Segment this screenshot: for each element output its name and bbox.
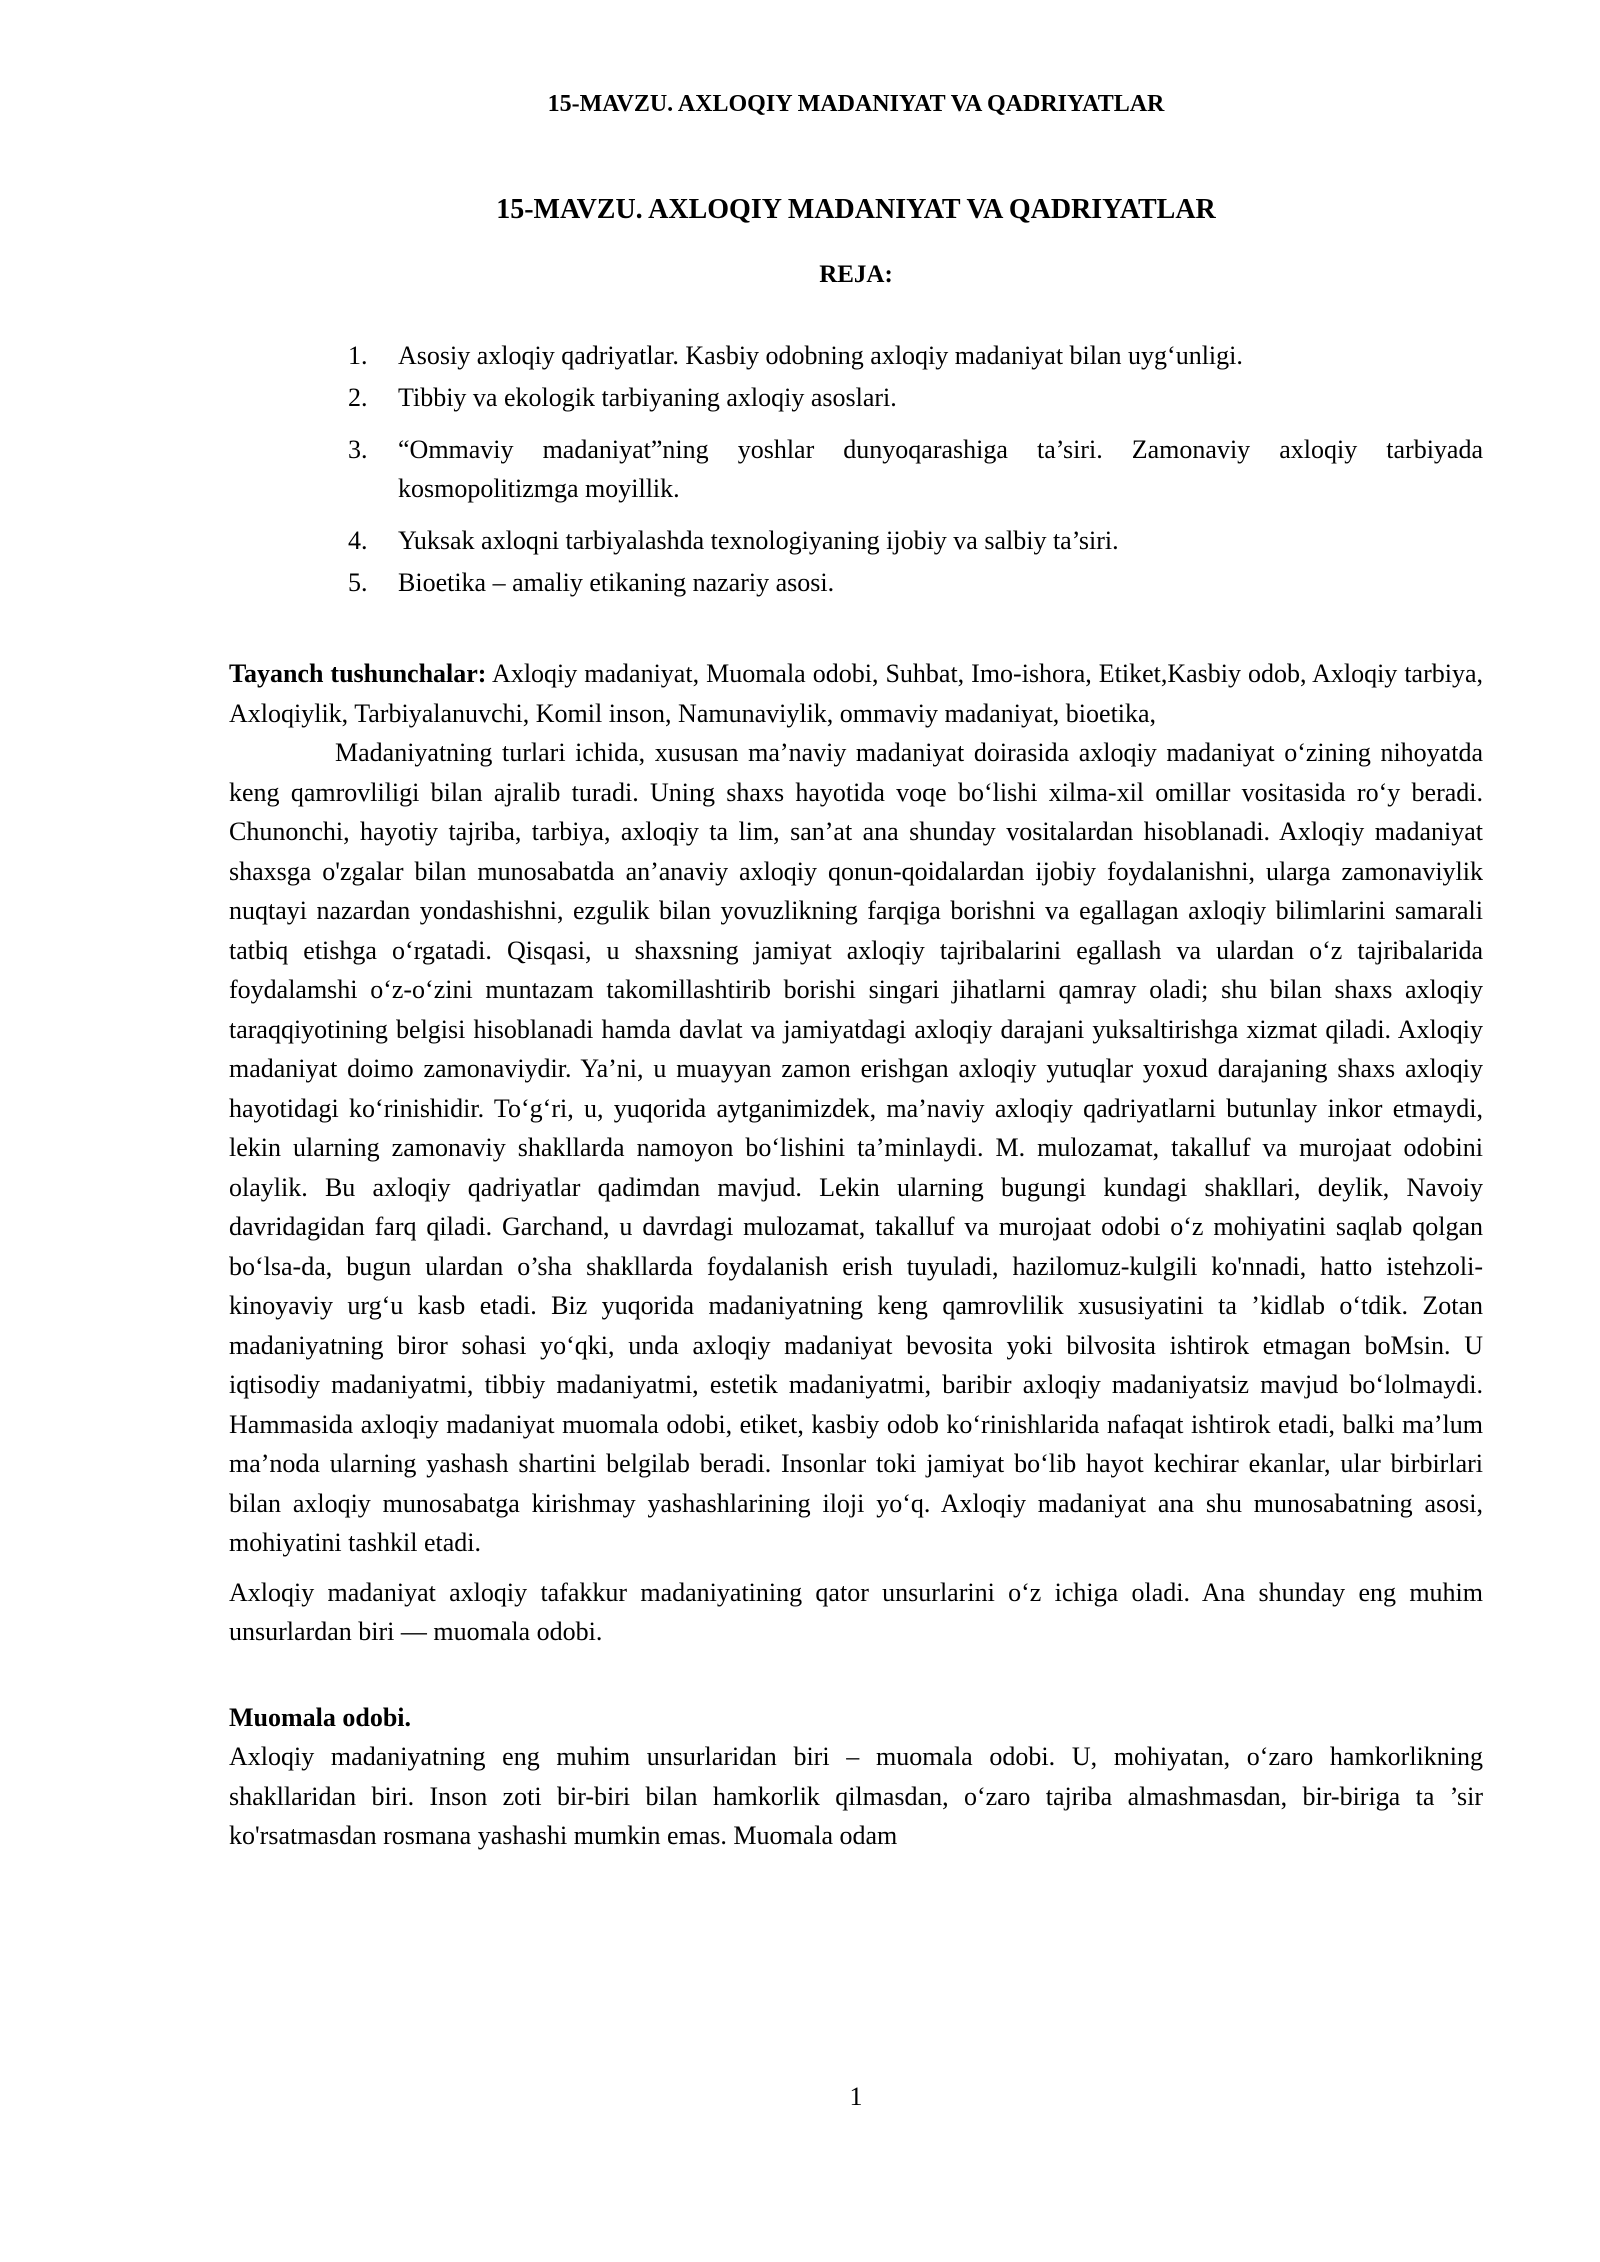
plan-item-5 — [229, 563, 1483, 602]
page-number: 1 — [849, 2082, 863, 2111]
section-heading-muomala-odobi: Muomala odobi. — [229, 1702, 412, 1732]
key-concepts-paragraph — [229, 654, 1483, 733]
plan-item-number: 1. — [348, 341, 368, 370]
plan-list — [229, 336, 1483, 602]
plan-item-3 — [229, 430, 1483, 508]
plan-item-4 — [229, 521, 1483, 560]
plan-item-number: 2. — [348, 383, 368, 412]
section-paragraph: Axloqiy madaniyatning eng muhim unsurlaridan biri – muomala odobi. U, mohiyatan, o‘zaro hamkorlikning shakllaridan biri. Inson zoti bir-biri bilan hamkorlik qilmasdan, o‘zaro tajriba almashmasdan, bir-biriga ta ’sir ko'rsatmasdan rosmana yashashi mumkin emas. Muomala odam — [229, 1742, 1483, 1850]
plan-item-text: Asosiy axloqiy qadriyatlar. Kasbiy odobning axloqiy madaniyat bilan uyg‘unligi. — [398, 341, 1243, 370]
plan-item-1 — [229, 336, 1483, 375]
plan-item-text: Tibbiy va ekologik tarbiyaning axloqiy asoslari. — [398, 383, 897, 412]
plan-item-number: 3. — [348, 435, 368, 464]
page-content — [229, 0, 1483, 1856]
running-header: 15-MAVZU. AXLOQIY MADANIYAT VA QADRIYATLAR — [547, 91, 1165, 117]
plan-item-text: “Ommaviy madaniyat”ning yoshlar dunyoqarashiga ta’siri. Zamonaviy axloqiy tarbiyada kosmopolitizmga moyillik. — [398, 435, 1483, 503]
main-paragraph: Madaniyatning turlari ichida, xususan ma’naviy madaniyat doirasida axloqiy madaniyat o‘zining nihoyatda keng qamrovliligi bilan ajralib turadi. Uning shaxs hayotida voqe bo‘lishi xilma-xil omillar vositasida ro‘y beradi. Chunonchi, hayotiy tajriba, tarbiya, axloqiy ta lim, san’at ana shunday vositalardan hisoblanadi. Axloqiy madaniyat shaxsga o'zgalar bilan munosabatda an’anaviy axloqiy qonun-qoidalardan ijobiy foydalanishni, ularga zamonaviylik nuqtayi nazardan yondashishni, ezgulik bilan yovuzlikning farqiga borishni va egallagan axloqiy bilimlarini samarali tatbiq etishga o‘rgatadi. Qisqasi, u shaxsning jamiyat axloqiy tajribalarini egallash va ulardan o‘z tajribalarida foydalamshi o‘z-o‘zini muntazam takomillashtirib borishi singari jihatlarni qamray oladi; shu bilan shaxs axloqiy taraqqiyotining belgisi hisoblanadi hamda davlat va jamiyatdagi axloqiy darajani yuksaltirishga xizmat qiladi. Axloqiy madaniyat doimo zamonaviydir. Ya’ni, u muayyan zamon erishgan axloqiy yutuqlar yoxud darajaning shaxs axloqiy hayotidagi ko‘rinishidir. To‘g‘ri, u, yuqorida aytganimizdek, ma’naviy axloqiy qadriyatlarni butunlay inkor etmaydi, lekin ularning zamonaviy shakllarda namoyon bo‘lishini ta’minlaydi. M. mulozamat, takalluf va murojaat odobini olaylik. Bu axloqiy qadriyatlar qadimdan mavjud. Lekin ularning bugungi kundagi shakllari, deylik, Navoiy davridagidan farq qiladi. Garchand, u davrdagi mulozamat, takalluf va murojaat odobi o‘z mohiyatini saqlab qolgan bo‘lsa-da, bugun ulardan o’sha shakllarda foydalanish erish tuyuladi, hazilomuz-kulgili ko'nnadi, hatto istehzoli-kinoyaviy urg‘u kasb etadi. Biz yuqorida madaniyatning keng qamrovlilik xususiyatini ta ’kidlab o‘tdik. Zotan madaniyatning biror sohasi yo‘qki, unda axloqiy madaniyat bevosita yoki bilvosita ishtirok etmagan boMsin. U iqtisodiy madaniyatmi, tibbiy madaniyatmi, estetik madaniyatmi, baribir axloqiy madaniyatsiz mavjud bo‘lolmaydi. Hammasida axloqiy madaniyat muomala odobi, etiket, kasbiy odob ko‘rinishlarida nafaqat ishtirok etadi, balki ma’lum ma’noda ularning yashash shartini belgilab beradi. Insonlar toki jamiyat bo‘lib hayot kechirar ekanlar, ular birbirlari bilan axloqiy munosabatga kirishmay yashashlarining iloji yo‘q. Axloqiy madaniyat ana shu munosabatning asosi, mohiyatini tashkil etadi. — [229, 738, 1483, 1557]
plan-item-2 — [229, 378, 1483, 417]
key-concepts-text: Axloqiy madaniyat, Muomala odobi, Suhbat, Imo-ishora, Etiket,Kasbiy odob, Axloqiy tarbiya, Axloqiylik, Tarbiyalanuvchi, Komil inson, Namunaviylik, ommaviy madaniyat, bioetika, — [229, 659, 1483, 728]
plan-item-text: Bioetika – amaliy etikaning nazariy asosi. — [398, 568, 835, 597]
plan-item-number: 5. — [348, 568, 368, 597]
page-title: 15-MAVZU. AXLOQIY MADANIYAT VA QADRIYATLAR — [496, 194, 1216, 225]
plan-heading: REJA: — [819, 261, 893, 288]
plan-item-text: Yuksak axloqni tarbiyalashda texnologiyaning ijobiy va salbiy ta’siri. — [398, 526, 1119, 555]
key-concepts-label: Tayanch tushunchalar: — [229, 659, 487, 688]
plan-item-number: 4. — [348, 526, 368, 555]
second-paragraph: Axloqiy madaniyat axloqiy tafakkur madaniyatining qator unsurlarini o‘z ichiga oladi. Ana shunday eng muhim unsurlardan biri — muomala odobi. — [229, 1577, 1483, 1646]
